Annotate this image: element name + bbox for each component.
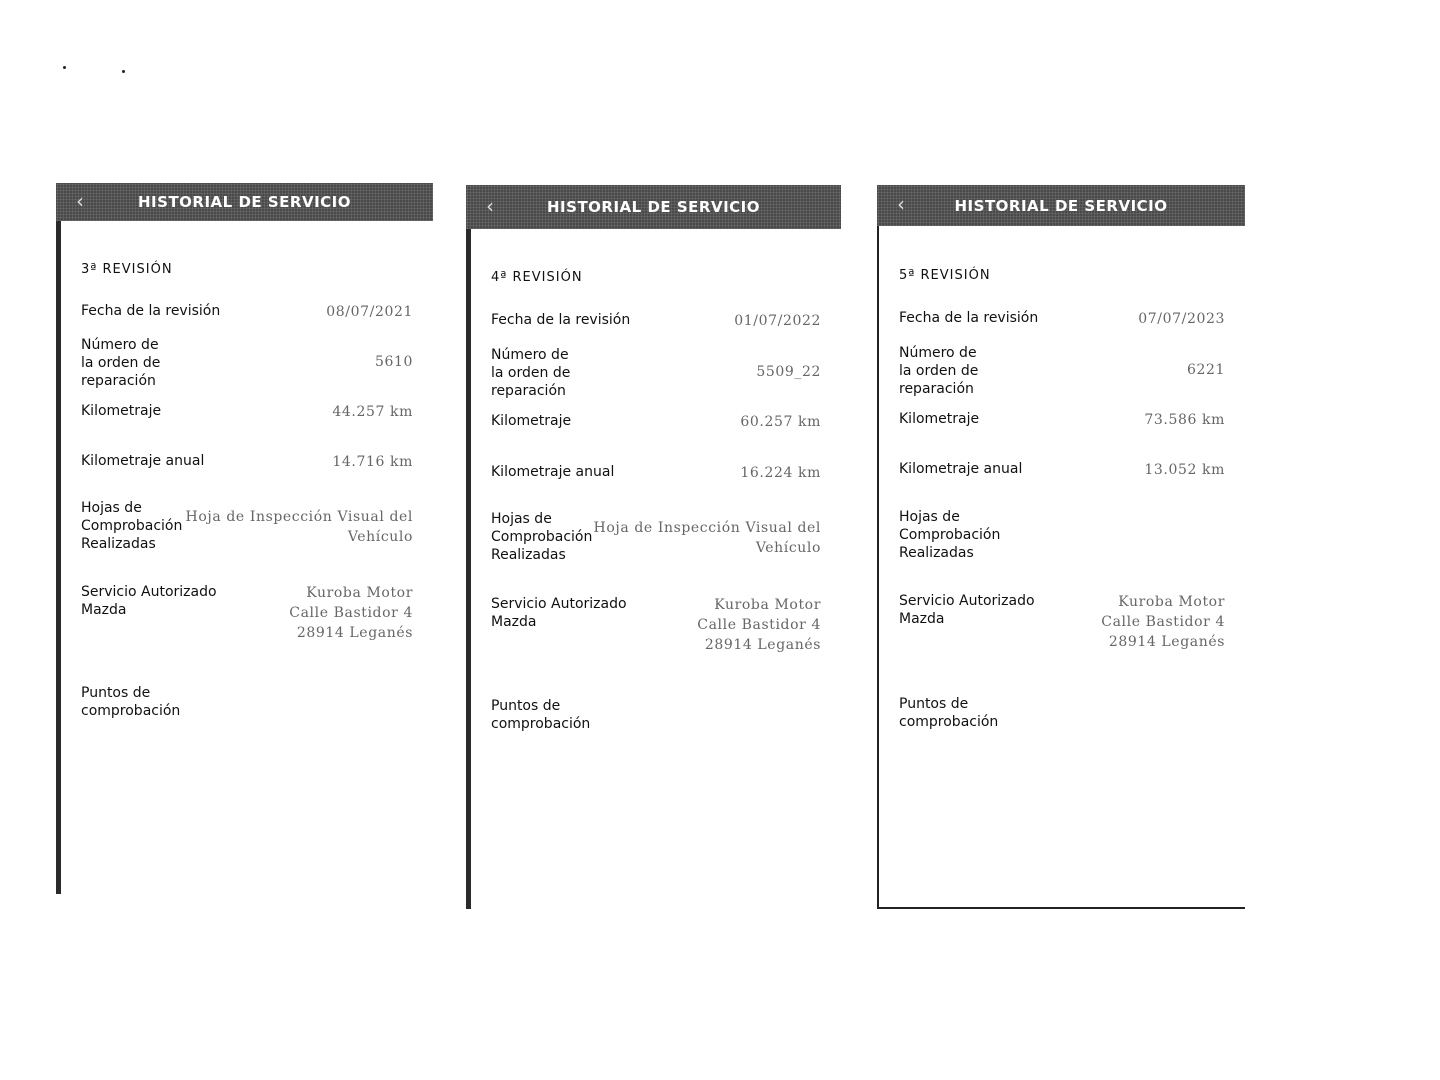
servicio-value: Kuroba Motor Calle Bastidor 4 28914 Leganés — [1101, 594, 1225, 650]
km-anual-row — [81, 452, 413, 472]
hojas-row — [81, 499, 413, 553]
puntos-row — [81, 684, 413, 720]
servicio-label: Servicio Autorizado Mazda — [491, 596, 627, 630]
orden-label: Número de la orden de reparación — [491, 347, 571, 399]
back-chevron-icon[interactable]: ‹ — [76, 189, 85, 213]
km-row — [81, 402, 413, 422]
revision-title: 5ª REVISIÓN — [899, 268, 991, 283]
km-anual-value: 16.224 km — [740, 465, 821, 481]
fecha-label: Fecha de la revisión — [491, 312, 631, 328]
servicio-label: Servicio Autorizado Mazda — [81, 584, 217, 618]
orden-value: 5610 — [374, 354, 413, 370]
puntos-label: Puntos de comprobación — [81, 685, 181, 719]
orden-label: Número de la orden de reparación — [81, 337, 161, 389]
km-value: 60.257 km — [740, 414, 821, 430]
hojas-value: Hoja de Inspección Visual del Vehículo — [185, 509, 413, 545]
scan-speck — [122, 70, 125, 73]
servicio-label: Servicio Autorizado Mazda — [899, 593, 1035, 627]
fecha-label: Fecha de la revisión — [81, 303, 221, 319]
km-anual-row — [491, 463, 821, 483]
orden-row — [899, 344, 1225, 398]
panel-header — [56, 183, 433, 221]
fecha-row — [899, 309, 1225, 329]
puntos-row — [491, 697, 821, 733]
km-anual-row — [899, 460, 1225, 480]
puntos-row — [899, 695, 1225, 731]
hojas-row — [491, 510, 821, 564]
fecha-value: 07/07/2023 — [1138, 311, 1225, 327]
panel-title: HISTORIAL DE SERVICIO — [547, 198, 760, 216]
orden-label: Número de la orden de reparación — [899, 345, 979, 397]
revision-title: 3ª REVISIÓN — [81, 262, 173, 277]
panel-header — [877, 185, 1245, 226]
fecha-row — [81, 302, 413, 322]
fecha-label: Fecha de la revisión — [899, 310, 1039, 326]
orden-value: 6221 — [1186, 362, 1225, 378]
panel-title: HISTORIAL DE SERVICIO — [138, 193, 351, 211]
hojas-label: Hojas de Comprobación Realizadas — [81, 500, 183, 552]
puntos-label: Puntos de comprobación — [491, 698, 591, 732]
km-anual-label: Kilometraje anual — [899, 461, 1023, 477]
back-chevron-icon[interactable]: ‹ — [897, 192, 906, 216]
hojas-value: Hoja de Inspección Visual del Vehículo — [593, 520, 821, 556]
km-row — [899, 410, 1225, 430]
panel-title: HISTORIAL DE SERVICIO — [954, 196, 1168, 215]
km-anual-value: 13.052 km — [1144, 462, 1225, 478]
km-label: Kilometraje — [491, 413, 572, 429]
km-value: 44.257 km — [332, 404, 413, 420]
puntos-label: Puntos de comprobación — [899, 696, 999, 730]
km-anual-value: 14.716 km — [332, 454, 413, 470]
back-chevron-icon[interactable]: ‹ — [486, 194, 495, 218]
service-history-panel-4 — [466, 185, 841, 909]
km-value: 73.586 km — [1144, 412, 1225, 428]
panel-header — [466, 185, 841, 229]
orden-row — [81, 336, 413, 390]
service-history-panel-5 — [877, 185, 1245, 909]
orden-row — [491, 346, 821, 400]
hojas-row — [899, 508, 1225, 562]
servicio-row — [491, 595, 821, 655]
fecha-row — [491, 311, 821, 331]
hojas-label: Hojas de Comprobación Realizadas — [899, 509, 1001, 561]
km-label: Kilometraje — [899, 411, 980, 427]
orden-value: 5509_22 — [756, 364, 821, 380]
km-anual-label: Kilometraje anual — [81, 453, 205, 469]
hojas-label: Hojas de Comprobación Realizadas — [491, 511, 593, 563]
service-history-panel-3 — [56, 183, 433, 894]
km-row — [491, 412, 821, 432]
revision-title: 4ª REVISIÓN — [491, 270, 583, 285]
fecha-value: 01/07/2022 — [734, 313, 821, 329]
servicio-value: Kuroba Motor Calle Bastidor 4 28914 Leganés — [697, 597, 821, 653]
servicio-row — [899, 592, 1225, 652]
servicio-value: Kuroba Motor Calle Bastidor 4 28914 Leganés — [289, 585, 413, 641]
scan-speck — [63, 66, 66, 69]
km-anual-label: Kilometraje anual — [491, 464, 615, 480]
servicio-row — [81, 583, 413, 643]
km-label: Kilometraje — [81, 403, 162, 419]
fecha-value: 08/07/2021 — [326, 304, 413, 320]
